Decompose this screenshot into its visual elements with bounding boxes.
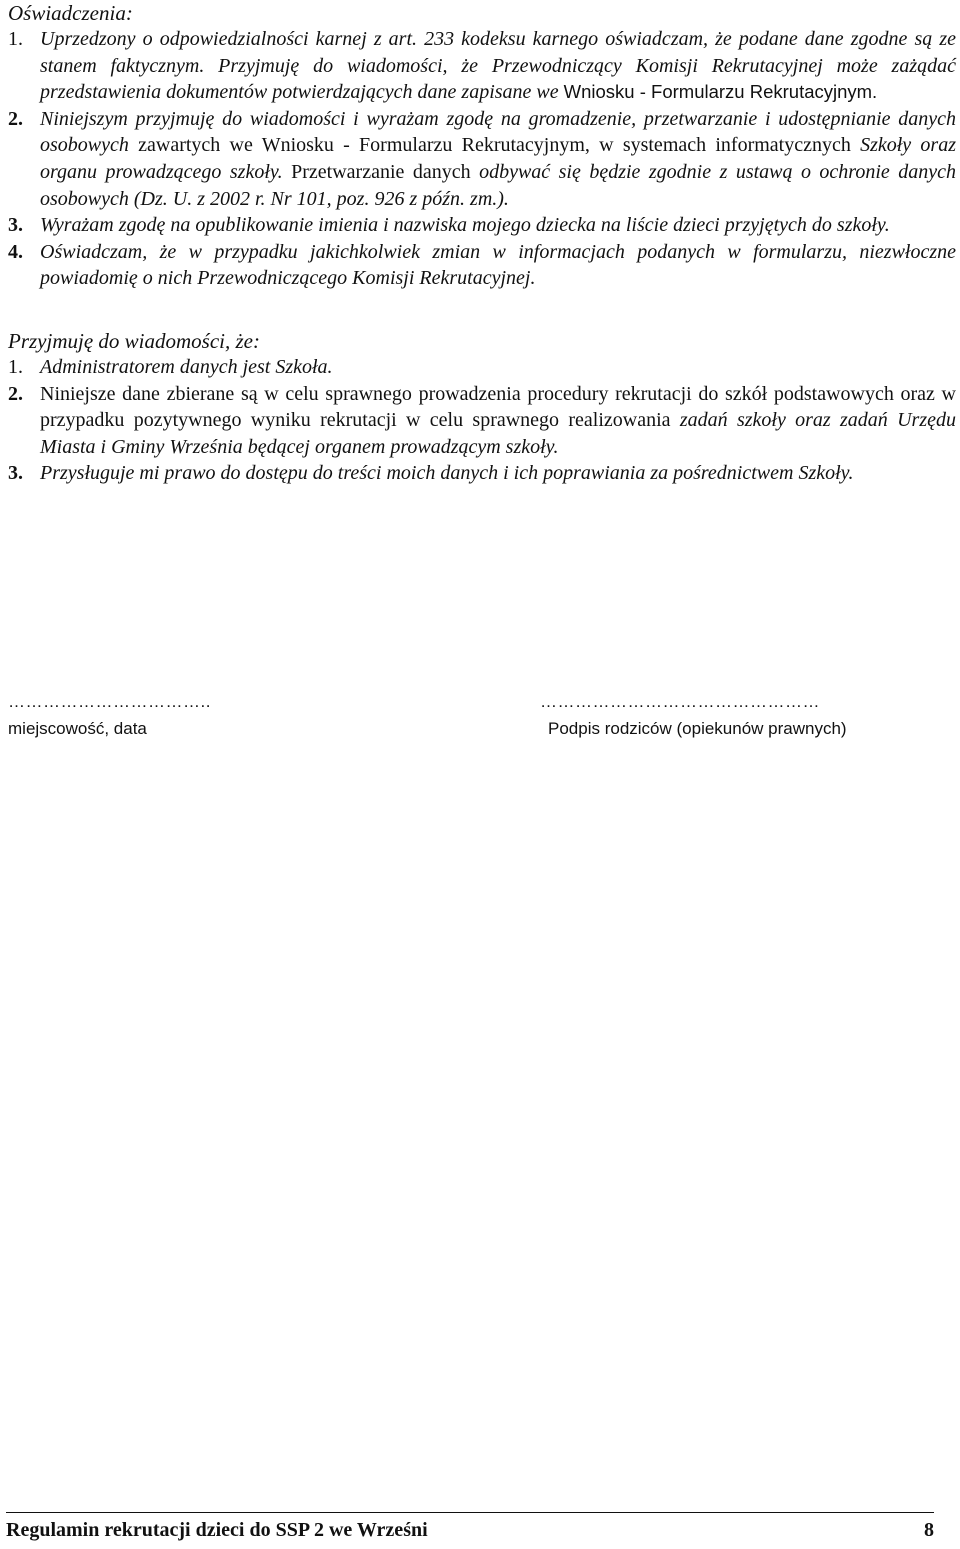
place-date-label: miejscowość, data bbox=[8, 719, 147, 738]
page-number: 8 bbox=[924, 1519, 934, 1541]
place-date-dotted-line: …………………………….. bbox=[8, 692, 211, 711]
declaration-number-4: 4. bbox=[8, 240, 23, 263]
parent-signature bbox=[540, 692, 847, 740]
declaration-text-2: Niniejszym przyjmuję do wiadomości i wyrażam zgodę na gromadzenie, przetwarzanie i udostępnianie danych osobowych zawartych we Wniosku - Formularzu Rekrutacyjnym, w systemach informatycznych Szkoły oraz organu prowadzącego szkoły. Przetwarzanie danych odbywać się będzie zgodnie z ustawą o ochronie danych osobowych (Dz. U. z 2002 r. Nr 101, poz. 926 z późn. zm.). bbox=[40, 107, 957, 210]
signature-row bbox=[0, 692, 960, 752]
footer-title: Regulamin rekrutacji dzieci do SSP 2 we Wrześni bbox=[6, 1519, 428, 1541]
acknowledgement-item-1 bbox=[8, 354, 956, 381]
place-date-signature bbox=[8, 692, 211, 740]
declaration-text-4: Oświadczam, że w przypadku jakichkolwiek zmian w informacjach podanych w formularzu, niezwłoczne powiadomię o nich Przewodniczącego Komisji Rekrutacyjnej. bbox=[40, 240, 956, 290]
declaration-number-3: 3. bbox=[8, 214, 23, 237]
declaration-number-2: 2. bbox=[8, 107, 23, 130]
declaration-item-3 bbox=[8, 212, 956, 239]
section-spacer bbox=[8, 292, 956, 328]
page-footer bbox=[6, 1512, 934, 1542]
declaration-item-4 bbox=[8, 239, 956, 292]
acknowledgement-text-2: Niniejsze dane zbierane są w celu sprawnego prowadzenia procedury rekrutacji do szkół podstawowych oraz w przypadku pozytywnego wyniku rekrutacji w celu sprawnego realizowania zadań szkoły oraz zadań Urzędu Miasta i Gminy Września będącej organem prowadzącym szkoły. bbox=[40, 382, 956, 458]
declarations-section bbox=[8, 0, 956, 292]
acknowledgement-text-3: Przysługuje mi prawo do dostępu do treści moich danych i ich poprawiania za pośrednictwem Szkoły. bbox=[40, 462, 854, 485]
acknowledgement-text-1: Administratorem danych jest Szkoła. bbox=[40, 355, 333, 378]
declaration-number-1: 1. bbox=[8, 28, 23, 50]
acknowledgement-number-2: 2. bbox=[8, 382, 23, 405]
document-page bbox=[8, 0, 956, 487]
parent-signature-label: Podpis rodziców (opiekunów prawnych) bbox=[548, 719, 847, 738]
declaration-text-3: Wyrażam zgodę na opublikowanie imienia i nazwiska mojego dziecka na liście dzieci przyjętych do szkoły. bbox=[40, 214, 890, 237]
parent-signature-dotted-line: ………………………………………… bbox=[540, 692, 820, 711]
acknowledgement-number-3: 3. bbox=[8, 462, 23, 485]
declaration-item-2 bbox=[8, 106, 956, 212]
declarations-heading: Oświadczenia: bbox=[8, 1, 133, 25]
acknowledgements-section bbox=[8, 328, 956, 487]
acknowledgements-heading: Przyjmuję do wiadomości, że: bbox=[8, 328, 260, 353]
declaration-item-1 bbox=[8, 26, 956, 106]
acknowledgement-item-2 bbox=[8, 381, 956, 461]
acknowledgement-number-1: 1. bbox=[8, 355, 23, 378]
acknowledgement-item-3 bbox=[8, 460, 956, 487]
declaration-text-1: Uprzedzony o odpowiedzialności karnej z art. 233 kodeksu karnego oświadczam, że podane dane zgodne są ze stanem faktycznym. Przyjmuję do wiadomości, że Przewodniczący Komisji Rekrutacyjnej może zażądać przedstawienia dokumentów potwierdzających dane zapisane we Wniosku - Formularzu Rekrutacyjnym. bbox=[40, 28, 956, 104]
